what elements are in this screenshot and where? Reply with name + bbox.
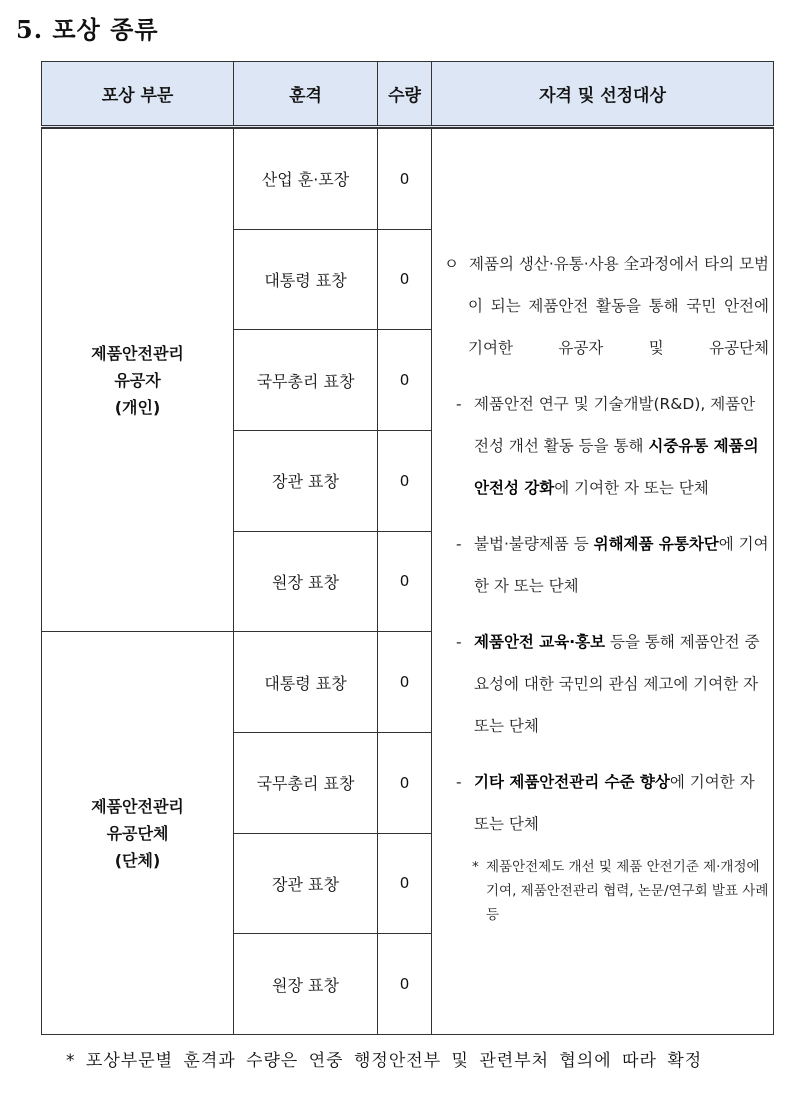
quantity-cell: 0 <box>378 330 432 431</box>
header-row <box>42 62 774 127</box>
medal-cell: 원장 표창 <box>234 934 378 1035</box>
medal-cell: 대통령 표창 <box>234 632 378 733</box>
award-table <box>41 61 774 1035</box>
medal-cell: 대통령 표창 <box>234 229 378 330</box>
quantity-cell: 0 <box>378 632 432 733</box>
page-title: 5. 포상 종류 <box>16 15 159 44</box>
footnote: * 포상부문별 훈격과 수량은 연중 행정안전부 및 관련부처 협의에 따라 확정 <box>66 1051 703 1071</box>
criteria-item: - 기타 제품안전관리 수준 향상에 기여한 자 또는 단체 <box>456 773 755 833</box>
medal-cell: 원장 표창 <box>234 531 378 632</box>
header-criteria: 자격 및 선정대상 <box>432 62 774 127</box>
criteria-main: ㅇ 제품의 생산·유통·사용 全과정에서 타의 모범이 되는 제품안전 활동을 통해 국민 안전에 기여한 유공자 및 유공단체 <box>444 255 769 357</box>
criteria-item: - 불법·불량제품 등 위해제품 유통차단에 기여한 자 또는 단체 <box>456 535 769 595</box>
quantity-cell: 0 <box>378 732 432 833</box>
quantity-cell: 0 <box>378 531 432 632</box>
quantity-cell: 0 <box>378 129 432 230</box>
table-row <box>42 129 774 230</box>
medal-cell: 산업 훈·포장 <box>234 129 378 230</box>
header-medal: 훈격 <box>234 62 378 127</box>
criteria-cell <box>432 129 774 1035</box>
category-individual: 제품안전관리 유공자 (개인) <box>42 129 234 632</box>
quantity-cell: 0 <box>378 430 432 531</box>
medal-cell: 국무총리 표창 <box>234 330 378 431</box>
medal-cell: 장관 표창 <box>234 833 378 934</box>
medal-cell: 장관 표창 <box>234 430 378 531</box>
medal-cell: 국무총리 표창 <box>234 732 378 833</box>
header-quantity: 수량 <box>378 62 432 127</box>
category-organization: 제품안전관리 유공단체 (단체) <box>42 632 234 1035</box>
criteria-note: * 제품안전제도 개선 및 제품 안전기준 제·개정에 기여, 제품안전관리 협력, 논문/연구회 발표 사례 등 <box>472 859 769 923</box>
quantity-cell: 0 <box>378 934 432 1035</box>
criteria-item: - 제품안전 교육·홍보 등을 통해 제품안전 중요성에 대한 국민의 관심 제고에 기여한 자 또는 단체 <box>456 633 760 735</box>
quantity-cell: 0 <box>378 229 432 330</box>
criteria-item: - 제품안전 연구 및 기술개발(R&D), 제품안전성 개선 활동 등을 통해 시중유통 제품의 안전성 강화에 기여한 자 또는 단체 <box>456 395 759 497</box>
quantity-cell: 0 <box>378 833 432 934</box>
header-category: 포상 부문 <box>42 62 234 127</box>
